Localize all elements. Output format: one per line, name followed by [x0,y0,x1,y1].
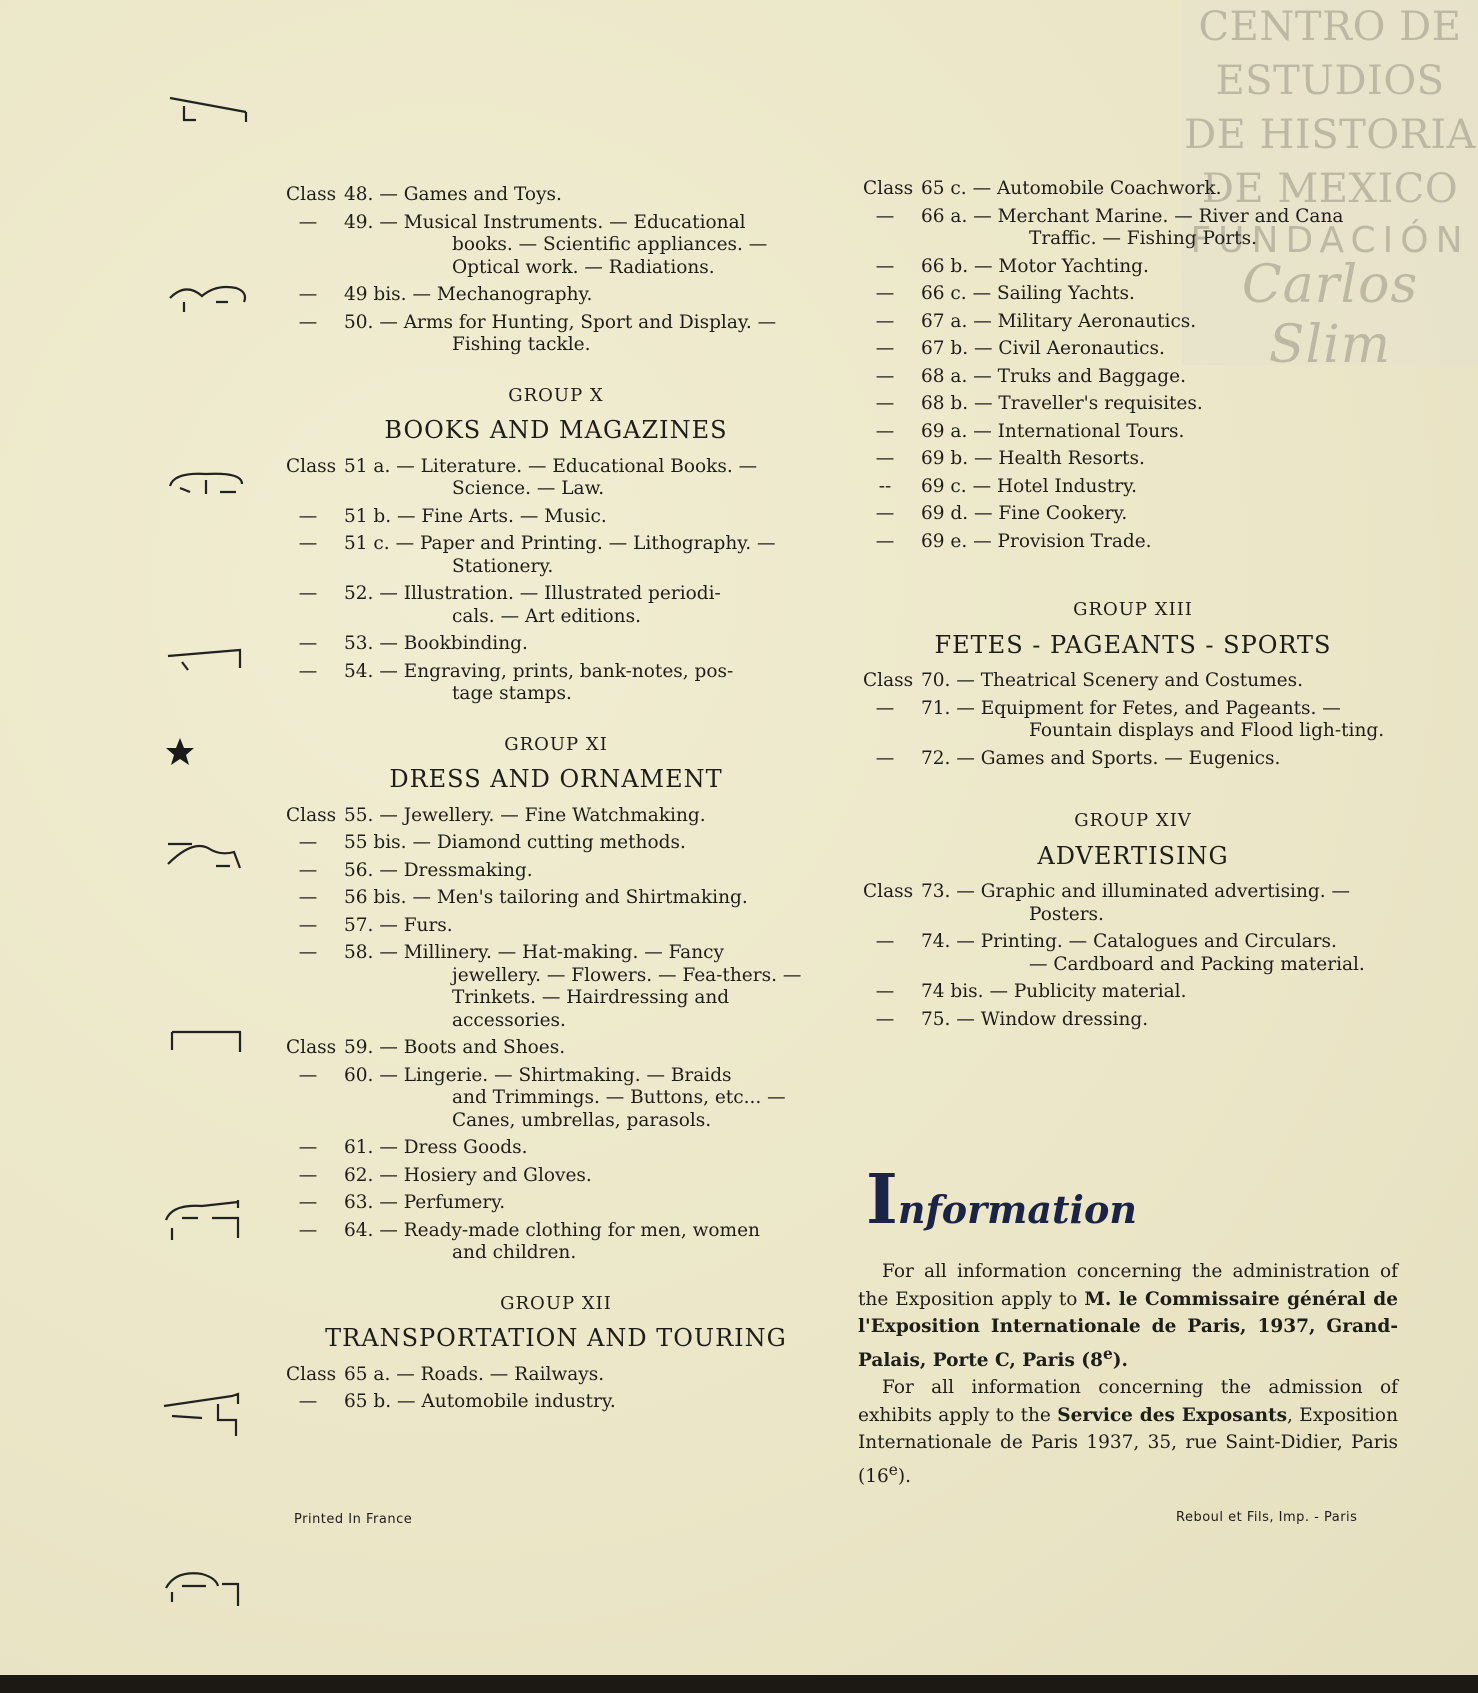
class-item [286,533,826,578]
class-description: — Civil Aeronautics. [974,338,1165,359]
class-description: — Boots and Shoes. [379,1037,566,1058]
class-item [286,832,826,855]
class-lead: Class [863,670,914,691]
class-description: — Games and Sports. — Eugenics. [956,747,1281,769]
group-label: GROUP X [508,384,604,406]
star-icon [164,736,196,768]
class-number: 52. [344,583,374,604]
class-number: 65 a. [344,1363,391,1385]
class-description: — Merchant Marine. — River and Cana [973,205,1344,227]
class-lead: — [875,420,895,442]
group-title: DRESS AND ORNAMENT [389,765,723,793]
class-description-continued: books. — Scientific appliances. — Optical work. — Radiations. [452,234,768,278]
info-text: For all information concerning the administration of the Exposition apply to [858,1261,1398,1310]
group-label: GROUP XIV [1074,810,1192,831]
group-label: GROUP XI [504,733,608,755]
class-item [286,184,826,207]
class-description: — Military Aeronautics. [973,310,1197,332]
class-description: — Arms for Hunting, Sport and Display. — [379,311,777,333]
class-lead: — [298,583,318,604]
watermark-fundacion: FUNDACIÓN [1190,220,1470,261]
class-lead: — [298,1192,318,1213]
margin-mark-icon [166,280,250,320]
class-number: 55. [344,804,374,826]
class-lead: Class [863,881,914,902]
information-drop-cap: I [866,1160,898,1240]
margin-mark-icon [166,466,250,502]
class-lead: — [298,832,318,853]
class-item [863,931,1403,976]
class-number: 67 a. [921,310,968,332]
class-item [286,456,826,501]
class-description-continued: tage stamps. [452,683,572,704]
class-number: 60. [344,1064,374,1086]
class-description: — Truks and Baggage. [973,365,1186,387]
class-number: 59. [344,1037,374,1058]
group-label: GROUP XIII [1073,599,1193,620]
class-description: — Diamond cutting methods. [412,832,686,853]
footer-printed: Printed In France [294,1512,413,1527]
info-service: Service des Exposants [1057,1404,1288,1426]
class-description: — Health Resorts. [974,448,1145,469]
class-item [286,1137,826,1160]
class-description: — Window dressing. [956,1008,1149,1030]
class-item [286,915,826,938]
info-text: For all information concerning the admission of exhibits apply to the [858,1377,1398,1426]
class-list [286,184,826,357]
class-lead: — [298,633,318,654]
right-column [863,178,1403,1036]
class-item [863,698,1403,743]
class-item [863,283,1403,306]
class-item [286,1037,826,1060]
class-lead: — [875,747,895,769]
watermark-line: DE MEXICO [1201,166,1459,212]
margin-mark-icon [164,836,248,876]
class-item [863,670,1403,693]
information-heading [866,1160,1137,1240]
class-number: 69 c. [921,475,967,497]
class-item [286,506,826,529]
class-description: — Millinery. — Hat-making. — Fancy [379,942,724,963]
class-item [863,311,1403,334]
class-number: 71. [921,697,951,719]
class-list [286,1364,826,1414]
class-number: 69 b. [921,448,969,469]
class-description-continued: Stationery. [452,555,554,577]
class-description: — Dressmaking. [379,859,533,881]
class-number: 67 b. [921,338,969,359]
class-number: 54. [344,660,374,682]
class-description: — Printing. — Catalogues and Circulars. [956,931,1337,952]
class-lead: — [298,887,318,908]
class-number: 51 a. [344,455,391,477]
class-item [863,881,1403,926]
class-item [863,748,1403,771]
class-number: 72. [921,747,951,769]
class-number: 66 c. [921,283,967,304]
watermark-line: ESTUDIOS [1215,58,1445,104]
class-description: — Furs. [379,914,453,936]
class-description: — Bookbinding. [379,633,528,654]
class-lead: — [298,311,318,333]
class-description: — Hosiery and Gloves. [379,1164,592,1186]
class-description-continued: cals. — Art editions. [452,605,641,627]
class-description: — Fine Cookery. [974,503,1128,524]
class-lead: — [298,1219,318,1241]
watermark-line: DE HISTORIA [1184,112,1476,158]
information-paragraph [858,1374,1398,1490]
class-number: 49 bis. [344,284,407,305]
class-description: — Dress Goods. [379,1137,528,1158]
class-lead: Class [286,455,337,477]
class-description: — Graphic and illuminated advertising. — [956,881,1350,902]
class-description: — Fine Arts. — Music. [397,505,607,527]
class-description-continued: and children. [452,1242,577,1263]
class-lead: — [298,505,318,527]
class-description-continued: Posters. [1029,903,1104,925]
class-description-continued: — Cardboard and Packing material. [1029,953,1365,975]
class-number: 73. [921,881,951,902]
class-description: — Traveller's requisites. [974,393,1203,414]
class-item [286,942,826,1032]
class-lead: -- [878,475,892,497]
class-description: — Illustration. — Illustrated periodi- [379,583,721,604]
class-number: 53. [344,633,374,654]
info-text: ). [897,1465,911,1487]
class-item [286,1364,826,1387]
class-number: 57. [344,914,374,936]
info-text: ). [1112,1349,1128,1371]
class-description-continued: Fishing tackle. [452,334,591,355]
class-lead: — [298,211,318,233]
class-item [863,981,1403,1004]
class-lead: — [875,310,895,332]
information-paragraph [858,1258,1398,1374]
class-number: 61. [344,1137,374,1158]
class-lead: Class [286,1363,337,1385]
class-lead: — [875,338,895,359]
group-title: FETES - PAGEANTS - SPORTS [934,630,1332,659]
class-lead: — [298,1391,318,1412]
class-description: — Mechanography. [412,284,593,305]
info-superscript: e [1102,1344,1113,1363]
class-number: 55 bis. [344,832,407,853]
class-description: — Games and Toys. [379,184,562,205]
class-description: — Theatrical Scenery and Costumes. [956,670,1303,691]
info-address: M. le Commissaire général de l'Exposition Internationale de Paris, 1937, Grand-Palais, Porte C, Paris (8 [858,1288,1398,1371]
class-item [863,531,1403,554]
margin-mark-icon [162,1196,246,1244]
class-number: 64. [344,1219,374,1241]
class-lead: — [298,1164,318,1186]
class-item [863,476,1403,499]
class-item [863,366,1403,389]
class-lead: — [875,931,895,952]
class-description: — Perfumery. [379,1192,506,1213]
class-lead: — [875,1008,895,1030]
class-number: 51 c. [344,533,390,554]
class-item [286,633,826,656]
class-number: 63. [344,1192,374,1213]
class-number: 74. [921,931,951,952]
class-number: 70. [921,670,951,691]
margin-mark-icon [162,1566,246,1610]
class-lead: — [298,284,318,305]
class-item [863,178,1403,201]
group-title: BOOKS AND MAGAZINES [384,416,728,444]
watermark-signature: Carlos Slim [1241,255,1419,375]
class-number: 56 bis. [344,887,407,908]
class-item [863,1009,1403,1032]
class-lead: — [298,942,318,963]
class-item [863,393,1403,416]
class-item [286,1165,826,1188]
class-description: — Equipment for Fetes, and Pageants. — [956,697,1341,719]
left-column [286,184,826,1419]
class-item [286,887,826,910]
class-description: — Roads. — Railways. [396,1363,605,1385]
class-item [863,338,1403,361]
class-number: 50. [344,311,374,333]
class-lead: — [875,393,895,414]
class-description-continued: Traffic. — Fishing Ports. [1029,228,1257,249]
info-superscript: e [888,1460,898,1479]
class-number: 68 b. [921,393,969,414]
class-number: 65 b. [344,1391,392,1412]
class-lead: — [298,660,318,682]
class-lead: — [875,448,895,469]
class-item [863,421,1403,444]
class-lead: — [875,981,895,1002]
margin-mark-icon [166,640,250,676]
class-list [286,456,826,706]
class-lead: — [298,1137,318,1158]
margin-mark-icon [166,90,250,130]
class-item [286,1065,826,1133]
class-number: 66 b. [921,255,969,277]
margin-mark-icon [162,1386,246,1438]
class-item [863,256,1403,279]
class-item [286,860,826,883]
group-title: TRANSPORTATION AND TOURING [325,1324,787,1352]
class-description: — Jewellery. — Fine Watchmaking. [379,804,706,826]
class-list [863,670,1403,770]
class-description: — Automobile Coachwork. [972,178,1222,199]
class-lead: — [298,914,318,936]
class-description: — Automobile industry. [397,1391,616,1412]
class-description: — Provision Trade. [973,530,1152,552]
class-description: — Paper and Printing. — Lithography. — [395,533,776,554]
class-number: 74 bis. [921,981,984,1002]
class-list [863,881,1403,1031]
class-description: — International Tours. [973,420,1185,442]
class-description: — Motor Yachting. [974,255,1149,277]
class-number: 65 c. [921,178,967,199]
class-item [286,661,826,706]
class-lead: — [875,255,895,277]
class-item [863,206,1403,251]
info-text: , Exposition Internationale de Paris 1937, 35, rue Saint-Didier, Paris (16 [858,1404,1398,1487]
class-item [286,312,826,357]
class-description: — Men's tailoring and Shirtmaking. [412,887,748,908]
class-lead: — [875,530,895,552]
class-number: 75. [921,1008,951,1030]
class-lead: — [875,503,895,524]
class-item [286,1192,826,1215]
class-item [286,583,826,628]
class-item [286,1391,826,1414]
class-lead: — [298,1064,318,1086]
class-description-continued: jewellery. — Flowers. — Fea-thers. — Trinkets. — Hairdressing and accessories. [452,964,802,1031]
class-description: — Hotel Industry. [972,475,1138,497]
class-number: 69 d. [921,503,969,524]
class-lead: Class [863,178,914,199]
class-description-continued: Science. — Law. [452,478,605,499]
class-lead: Class [286,1037,337,1058]
class-lead: Class [286,804,337,826]
class-item [863,448,1403,471]
class-description-continued: Fountain displays and Flood ligh-ting. [1029,720,1385,741]
class-number: 66 a. [921,205,968,227]
class-item [286,805,826,828]
footer-printer: Reboul et Fils, Imp. - Paris [1176,1510,1358,1525]
class-number: 56. [344,859,374,881]
class-number: 69 a. [921,420,968,442]
class-item [286,212,826,280]
information-heading-rest: nformation [897,1187,1137,1232]
class-item [286,1220,826,1265]
class-lead: — [875,205,895,227]
class-description: — Engraving, prints, bank-notes, pos- [379,660,734,682]
class-description-continued: and Trimmings. — Buttons, etc... — Canes, umbrellas, parasols. [452,1087,786,1131]
class-number: 48. [344,184,374,205]
class-item [863,503,1403,526]
class-description: — Lingerie. — Shirtmaking. — Braids [379,1064,732,1086]
class-description: — Publicity material. [989,981,1187,1002]
class-description: — Ready-made clothing for men, women [379,1219,760,1241]
class-list [286,805,826,1265]
class-lead: — [298,533,318,554]
class-number: 58. [344,942,374,963]
class-description: — Musical Instruments. — Educational [379,211,746,233]
class-description: — Sailing Yachts. [972,283,1135,304]
class-number: 62. [344,1164,374,1186]
class-number: 69 e. [921,530,968,552]
class-lead: — [875,283,895,304]
margin-mark-icon [164,1022,248,1058]
class-lead: — [875,365,895,387]
class-list [863,178,1403,553]
group-label: GROUP XII [500,1292,612,1314]
group-title: ADVERTISING [1037,841,1229,870]
class-lead: — [298,859,318,881]
class-lead: — [875,697,895,719]
class-number: 49. [344,211,374,233]
class-description: — Literature. — Educational Books. — [396,455,758,477]
watermark-line: CENTRO DE [1198,4,1462,50]
information-body [858,1258,1398,1490]
class-number: 51 b. [344,505,392,527]
class-lead: Class [286,184,337,205]
class-item [286,284,826,307]
class-number: 68 a. [921,365,968,387]
